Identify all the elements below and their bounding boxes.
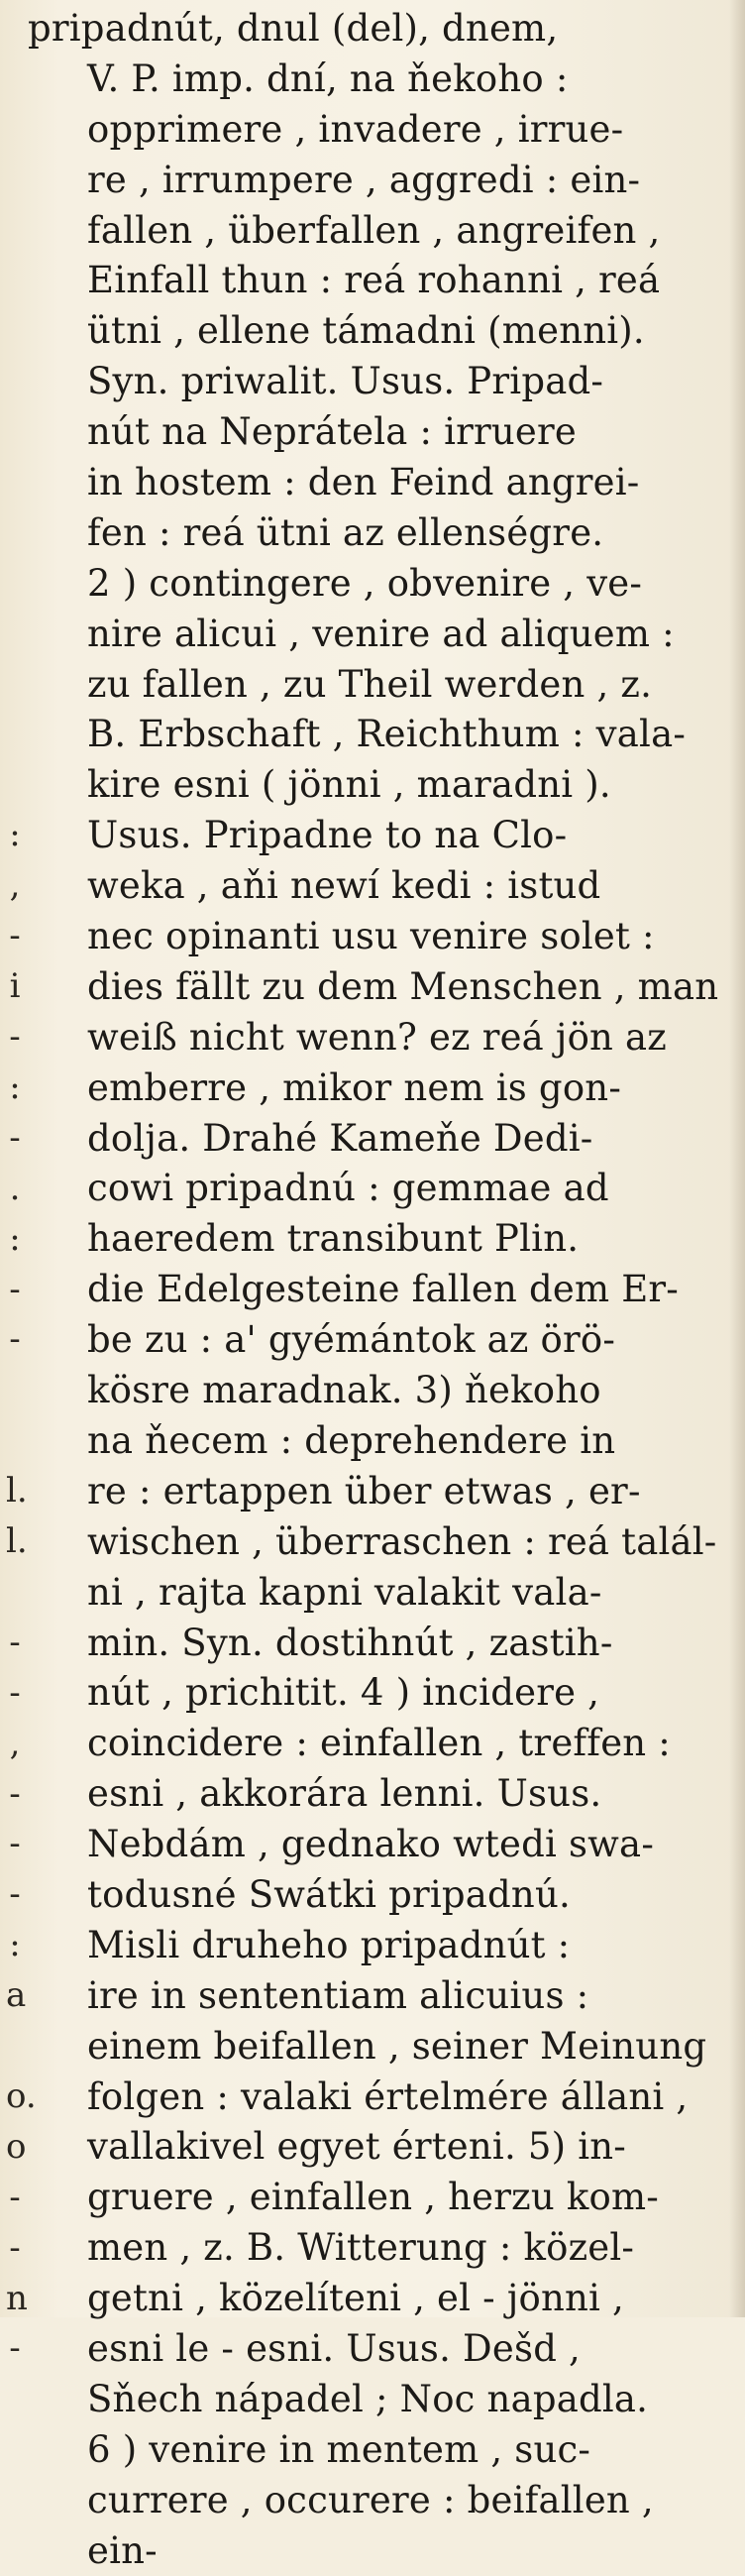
entry-line: be zu : a' gyémántok az örö-	[87, 1318, 616, 1362]
entry-line: kösre maradnak. 3) ňekoho	[87, 1369, 601, 1412]
entry-line: ütni , ellene támadni (menni).	[87, 309, 645, 353]
margin-mark: -	[9, 1773, 21, 1814]
entry-line: coincidere : einfallen , treffen :	[87, 1722, 671, 1765]
entry-line: esni le - esni. Usus. Dešd ,	[87, 2326, 581, 2370]
margin-mark: i	[9, 966, 21, 1007]
margin-mark: -	[9, 2177, 21, 2217]
entry-line: haeredem transibunt Plin.	[87, 1217, 580, 1261]
entry-line: dies fällt zu dem Menschen , man	[87, 964, 719, 1008]
margin-mark: .	[9, 1168, 21, 1208]
entry-line: einem beifallen , seiner Meinung	[87, 2024, 707, 2068]
margin-mark: -	[9, 1874, 21, 1915]
margin-mark: -	[9, 2227, 21, 2268]
entry-line: B. Erbschaft , Reichthum : vala-	[87, 713, 687, 756]
entry-line: weiß nicht wenn? ez reá jön az	[87, 1015, 667, 1059]
entry-line: re , irrumpere , aggredi : ein-	[87, 158, 641, 201]
margin-mark: :	[9, 1925, 21, 1965]
entry-line: Einfall thun : reá rohanni , reá	[87, 259, 661, 302]
entry-line: nire alicui , venire ad aliquem :	[87, 612, 675, 655]
entry-line: Syn. priwalit. Usus. Pripad-	[87, 360, 604, 403]
margin-mark: l.	[6, 1521, 28, 1561]
entry-line: opprimere , invadere , irrue-	[87, 107, 624, 151]
entry-line: wischen , überraschen : reá talál-	[87, 1519, 717, 1563]
entry-line: zu fallen , zu Theil werden , z.	[87, 662, 653, 706]
entry-line: getni , közelíteni , el - jönni ,	[87, 2277, 624, 2320]
entry-line: in hostem : den Feind angrei-	[87, 461, 640, 504]
margin-mark: :	[9, 1066, 21, 1107]
entry-line: weka , aňi newí kedi : istud	[87, 864, 601, 908]
margin-mark: :	[9, 815, 21, 855]
entry-line: fen : reá ütni az ellenségre.	[87, 510, 604, 554]
entry-line: emberre , mikor nem is gon-	[87, 1065, 622, 1109]
margin-mark: -	[9, 1117, 21, 1158]
margin-mark: ,	[9, 1723, 21, 1763]
entry-text-column	[24, 4, 733, 2576]
entry-line: min. Syn. dostihnút , zastih-	[87, 1621, 613, 1664]
margin-mark: -	[9, 2328, 21, 2369]
entry-line: Usus. Pripadne to na Clo-	[87, 814, 568, 857]
margin-mark: -	[9, 916, 21, 956]
entry-line: 2 ) contingere , obvenire , ve-	[87, 561, 643, 605]
entry-line: ni , rajta kapni valakit vala-	[87, 1570, 602, 1614]
entry-line: folgen : valaki értelmére állani ,	[87, 2074, 689, 2118]
margin-mark: -	[9, 1017, 21, 1057]
entry-line: Nebdám , gednako wtedi swa-	[87, 1823, 655, 1866]
entry-line: fallen , überfallen , angreifen ,	[87, 208, 661, 252]
entry-line: nút na Neprátela : irruere	[87, 410, 578, 454]
entry-line: cowi pripadnú : gemmae ad	[87, 1167, 609, 1210]
margin-mark: o.	[6, 2075, 37, 2116]
margin-mark: -	[9, 1269, 21, 1309]
margin-mark: l.	[6, 1471, 28, 1512]
margin-mark: ,	[9, 865, 21, 906]
entry-line: ire in sententiam alicuius :	[87, 1973, 589, 2017]
entry-line: die Edelgesteine fallen dem Er-	[87, 1268, 679, 1311]
margin-mark: o	[6, 2126, 27, 2167]
entry-line: re : ertappen über etwas , er-	[87, 1469, 641, 1512]
entry-line: esni , akkorára lenni. Usus.	[87, 1772, 602, 1816]
entry-line: kire esni ( jönni , maradni ).	[87, 763, 611, 807]
margin-mark: -	[9, 1672, 21, 1713]
entry-line: dolja. Drahé Kameňe Dedi-	[87, 1116, 593, 1160]
margin-mark: :	[9, 1218, 21, 1259]
entry-line: pripadnút, dnul (del), dnem,	[28, 7, 559, 50]
entry-line: Sňech nápadel ; Noc napadla.	[87, 2377, 649, 2420]
margin-mark: n	[6, 2278, 28, 2318]
entry-line: vallakivel egyet érteni. 5) in-	[87, 2125, 626, 2169]
margin-mark: a	[6, 1975, 27, 2016]
margin-mark: -	[9, 1824, 21, 1864]
entry-line: V. P. imp. dní, na ňekoho :	[87, 56, 569, 100]
entry-line: gruere , einfallen , herzu kom-	[87, 2176, 659, 2219]
entry-line: currere , occurere : beifallen ,	[87, 2478, 654, 2521]
entry-line: todusné Swátki pripadnú.	[87, 1872, 571, 1916]
entry-line: Misli druheho pripadnút :	[87, 1923, 571, 1966]
entry-line: na ňecem : deprehendere in	[87, 1418, 616, 1462]
margin-mark: -	[9, 1622, 21, 1662]
entry-line: nút , prichitit. 4 ) incidere ,	[87, 1671, 600, 1715]
entry-line: men , z. B. Witterung : közel-	[87, 2226, 635, 2270]
entry-line: nec opinanti usu venire solet :	[87, 915, 655, 958]
entry-line: 6 ) venire in mentem , suc-	[87, 2427, 591, 2471]
entry-line: ein-	[87, 2528, 158, 2572]
margin-mark: -	[9, 1319, 21, 1360]
